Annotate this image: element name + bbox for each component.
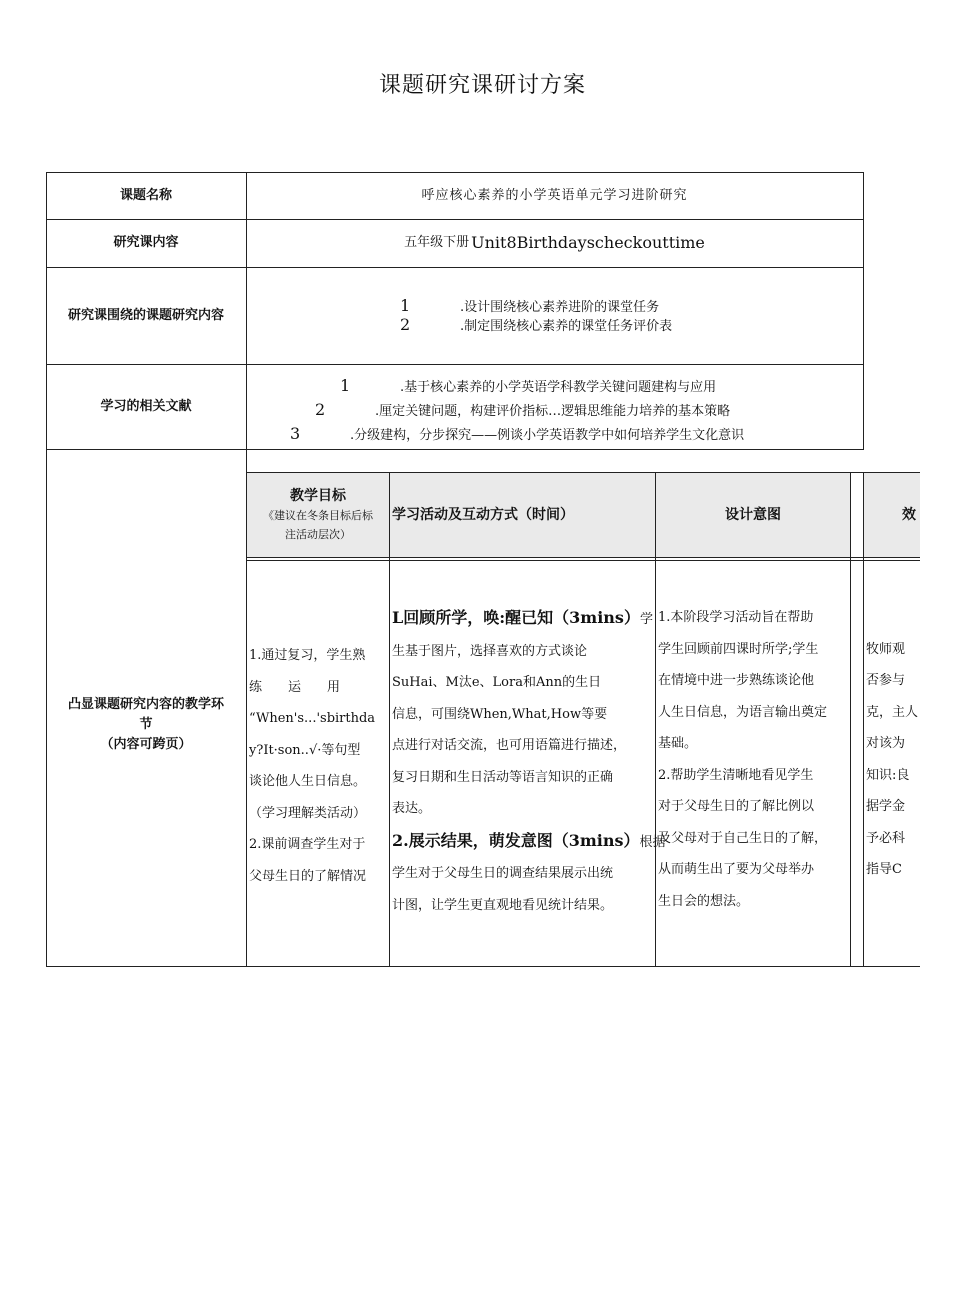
text-line: 克，主人 (866, 704, 919, 720)
text-line: 予必科 (866, 830, 906, 846)
inner-row-divider (246, 557, 920, 558)
item-number: 2 (400, 315, 411, 334)
goal-header-title: 教学目标 (290, 487, 346, 504)
inner-row-divider (246, 560, 920, 561)
text-line: 1.通过复习，学生熟 (249, 648, 366, 663)
list-item (290, 375, 744, 399)
list-item (400, 315, 672, 334)
activity-step1-title: L回顾所学，唤:醒已知（3mins） (392, 608, 640, 627)
topic-name-label: 课题名称 (119, 187, 172, 203)
teaching-goals (249, 640, 387, 892)
text-line: 指导C (866, 862, 902, 877)
intent-header: 设计意图 (725, 507, 781, 523)
list-item (290, 423, 744, 447)
research-content-list (400, 296, 672, 334)
text-line: y?It·son..√·等句型 (249, 742, 361, 758)
goal-header (247, 473, 389, 557)
text-line: 从而萌生出了要为父母举办 (658, 862, 815, 877)
text-line: 生日会的想法。 (658, 893, 750, 909)
learning-activities (392, 602, 666, 921)
text-line: （学习理解类活动） (249, 805, 367, 821)
text-line: 2.帮助学生清晰地看见学生 (658, 767, 814, 783)
inner-column-divider (850, 472, 851, 967)
activity-step2-body (392, 858, 654, 921)
text-line: 生基于图片，选择喜欢的方式谈论 (392, 643, 588, 659)
text-line: 计图，让学生更直观地看见统计结果。 (392, 897, 614, 913)
goal-header-note: 注活动层次） (285, 527, 351, 541)
item-number: 3 (290, 424, 301, 443)
activity-step2-title: 2.展示结果，萌发意图（3mins） (392, 830, 640, 850)
activity-step2-tail: 根据 (639, 834, 666, 850)
text-line: 1.本阶段学习活动旨在帮助 (658, 610, 814, 625)
table-border-bottom (46, 966, 920, 967)
item-text: .厘定关键问题，构建评价指标…逻辑思维能力培养的基本策略 (375, 404, 731, 419)
table-border-right (863, 172, 864, 449)
effect-column (866, 602, 920, 886)
list-item (290, 399, 744, 423)
text-line: 及父母对于自己生日的了解， (658, 830, 828, 846)
teaching-label-line1: 凸显课题研究内容的教学环 (67, 697, 224, 712)
activity-step1-body (392, 636, 654, 825)
text-line: “When's...'sbirthda (249, 711, 376, 726)
activity-header: 学习活动及互动方式（时间） (392, 507, 574, 523)
text-line: 表达。 (392, 801, 432, 816)
text-line: 信息，可围绕When,What,How等要 (392, 706, 608, 722)
label-column-divider (246, 172, 247, 967)
research-content-label: 研究课围绕的课题研究内容 (67, 307, 224, 323)
text-line (866, 602, 920, 634)
activity-step1-heading (392, 602, 654, 636)
literature-label: 学习的相关文献 (100, 398, 192, 414)
topic-name-value: 呼应核心素养的小学英语单元学习进阶研究 (421, 187, 688, 203)
text-line: 在情境中进一步熟练谈论他 (658, 673, 815, 688)
lesson-content-label: 研究课内容 (113, 235, 179, 250)
text-line: 点进行对话交流，也可用语篇进行描述， (392, 738, 627, 753)
text-line: 牧师观 (866, 641, 906, 657)
goal-header-note: 《建议在冬条目标后标 (263, 508, 373, 522)
teaching-steps-label (46, 690, 246, 760)
text-line: 知识:良 (866, 767, 910, 783)
text-line: 否参与 (866, 673, 906, 688)
text-line: 基础。 (658, 736, 698, 751)
item-number: 2 (315, 400, 326, 419)
literature-list (290, 375, 744, 447)
page-title: 课题研究课研讨方案 (378, 73, 586, 98)
text-line: 复习日期和生日活动等语言知识的正确 (392, 769, 614, 785)
list-item (400, 296, 672, 315)
teaching-label-line2: 节 (139, 717, 153, 732)
text-line: 谈论他人生日信息。 (249, 774, 367, 789)
activity-step2-heading (392, 825, 666, 859)
item-number: 1 (340, 376, 351, 395)
lesson-content-value (246, 219, 863, 267)
text-line: 学生回顾前四课时所学;学生 (658, 641, 819, 657)
lesson-grade: 五年级下册 (404, 235, 470, 250)
text-line: 练 运 用 (249, 679, 341, 695)
text-line: 据学金 (866, 799, 906, 814)
effect-header: 效 (902, 507, 916, 523)
item-text: .基于核心素养的小学英语学科教学关键问题建构与应用 (400, 380, 717, 395)
text-line: 学生对于父母生日的调查结果展示出统 (392, 866, 614, 881)
text-line: 父母生日的了解情况 (249, 868, 367, 884)
design-intent (658, 602, 850, 917)
text-line: 对该为 (866, 736, 906, 751)
item-text: .制定围绕核心素养的课堂任务评价表 (460, 319, 673, 334)
text-line: 人生日信息，为语言输出奠定 (658, 704, 828, 720)
teaching-label-line3: （内容可跨页） (100, 737, 192, 752)
text-line: 对于父母生日的了解比例以 (658, 799, 815, 814)
item-text: .分级建构，分步探究——例谈小学英语教学中如何培养学生文化意识 (350, 428, 745, 443)
activity-step1-tail: 学 (639, 612, 653, 627)
text-line: 2.课前调查学生对于 (249, 837, 366, 852)
lesson-unit: Unit8Birthdayscheckouttime (471, 233, 705, 252)
row-divider (46, 449, 864, 450)
item-text: .设计围绕核心素养进阶的课堂任务 (460, 300, 660, 315)
text-line: SuHai、M汰e、Lora和Ann的生日 (392, 675, 602, 690)
item-number: 1 (400, 296, 411, 315)
